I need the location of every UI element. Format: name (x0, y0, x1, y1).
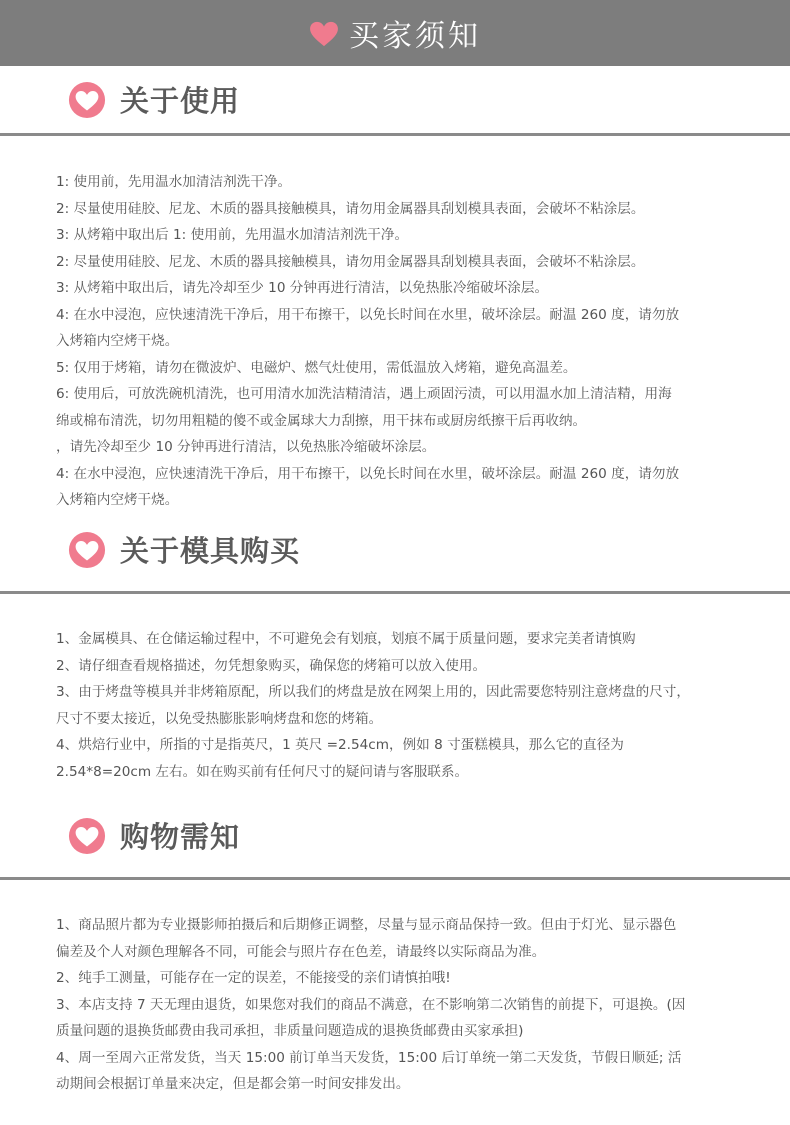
text-line: 尺寸不要太接近，以免受热膨胀影响烤盘和您的烤箱。 (56, 710, 383, 727)
text-line: 6: 使用后，可放洗碗机清洗，也可用清水加洗洁精清洁，遇上顽固污渍，可以用温水加上清洁精，用海 (56, 386, 672, 402)
text-line: 2、纯手工测量，可能存在一定的误差，不能接受的亲们请慎拍哦! (56, 970, 451, 986)
text-line: 1、商品照片都为专业摄影师拍摄后和后期修正调整，尽量与显示商品保持一致。但由于灯光、显示器色 (56, 917, 677, 933)
section-usage (0, 66, 790, 508)
text-line: 偏差及个人对颜色理解各不同，可能会与照片存在色差，请最终以实际商品为准。 (56, 943, 546, 960)
text-line: 入烤箱内空烤干烧。 (56, 333, 179, 349)
heart-icon (66, 81, 108, 119)
section-title: 关于模具购买 (120, 534, 301, 568)
text-line: 4、周一至周六正常发货，当天 15:00 前订单当天发货，15:00 后订单统一第二天发货，节假日顺延; 活 (56, 1049, 682, 1066)
text-line: 3、由于烤盘等模具并非烤箱原配，所以我们的烤盘是放在网架上用的，因此需要您特别注意烤盘的尺寸， (56, 684, 690, 700)
text-line: 3、本店支持 7 天无理由退货，如果您对我们的商品不满意，在不影响第二次销售的前提下，可退换。(因 (56, 996, 686, 1013)
text-line: 5: 仅用于烤箱，请勿在微波炉、电磁炉、燃气灶使用，需低温放入烤箱，避免高温差。 (56, 359, 577, 376)
text-line: 入烤箱内空烤干烧。 (56, 492, 179, 508)
text-line: 4: 在水中浸泡，应快速清洗干净后，用干布擦干，以免长时间在水里，破坏涂层。耐温 260 度，请勿放 (56, 465, 680, 482)
text-line: ，请先冷却至少 10 分钟再进行清洁，以免热胀冷缩破坏涂层。 (56, 439, 436, 455)
text-line: 4、烘焙行业中，所指的寸是指英尺，1 英尺 =2.54cm，例如 8 寸蛋糕模具，那么它的直径为 (56, 737, 624, 753)
text-line: 1、金属模具、在仓储运输过程中，不可避免会有划痕，划痕不属于质量问题，要求完美者请慎购 (56, 631, 636, 647)
section-mold-purchase (0, 508, 790, 794)
text-line: 绵或棉布清洗，切勿用粗糙的傻不或金属球大力刮擦，用干抹布或厨房纸擦干后再收纳。 (56, 412, 587, 429)
banner-title: 买家须知 (349, 19, 481, 54)
text-line: 3: 从烤箱中取出后 1: 使用前，先用温水加清洁剂洗干净。 (56, 227, 409, 243)
banner-content (309, 11, 481, 55)
text-line: 4: 在水中浸泡，应快速清洗干净后，用干布擦干，以免长时间在水里，破坏涂层。耐温 260 度，请勿放 (56, 306, 680, 323)
heart-icon (309, 21, 339, 47)
text-line: 2.54*8=20cm 左右。如在购买前有任何尺寸的疑问请与客服联系。 (56, 763, 469, 780)
section-body (0, 136, 790, 508)
text-line: 质量问题的退换货邮费由我司承担，非质量问题造成的退换货邮费由买家承担) (56, 1023, 524, 1039)
header-banner (0, 0, 790, 66)
section-title: 关于使用 (120, 84, 241, 118)
text-line: 2: 尽量使用硅胶、尼龙、木质的器具接触模具，请勿用金属器具刮划模具表面，会破坏不粘涂层。 (56, 200, 645, 217)
text-line: 1: 使用前，先用温水加清洁剂洗干净。 (56, 174, 292, 190)
section-shopping-notice (0, 794, 790, 1098)
section-body (0, 594, 790, 794)
section-body (0, 880, 790, 1098)
heart-icon (66, 531, 108, 569)
section-title: 购物需知 (120, 820, 241, 854)
text-line: 动期间会根据订单量来决定，但是都会第一时间安排发出。 (56, 1076, 410, 1092)
section-header (0, 66, 790, 136)
text-line: 3: 从烤箱中取出后，请先冷却至少 10 分钟再进行清洁，以免热胀冷缩破坏涂层。 (56, 280, 549, 296)
section-header (0, 508, 790, 594)
heart-icon (66, 817, 108, 855)
section-header (0, 794, 790, 880)
text-line: 2、请仔细查看规格描述，勿凭想象购买，确保您的烤箱可以放入使用。 (56, 657, 487, 674)
text-line: 2: 尽量使用硅胶、尼龙、木质的器具接触模具，请勿用金属器具刮划模具表面，会破坏不粘涂层。 (56, 253, 645, 270)
